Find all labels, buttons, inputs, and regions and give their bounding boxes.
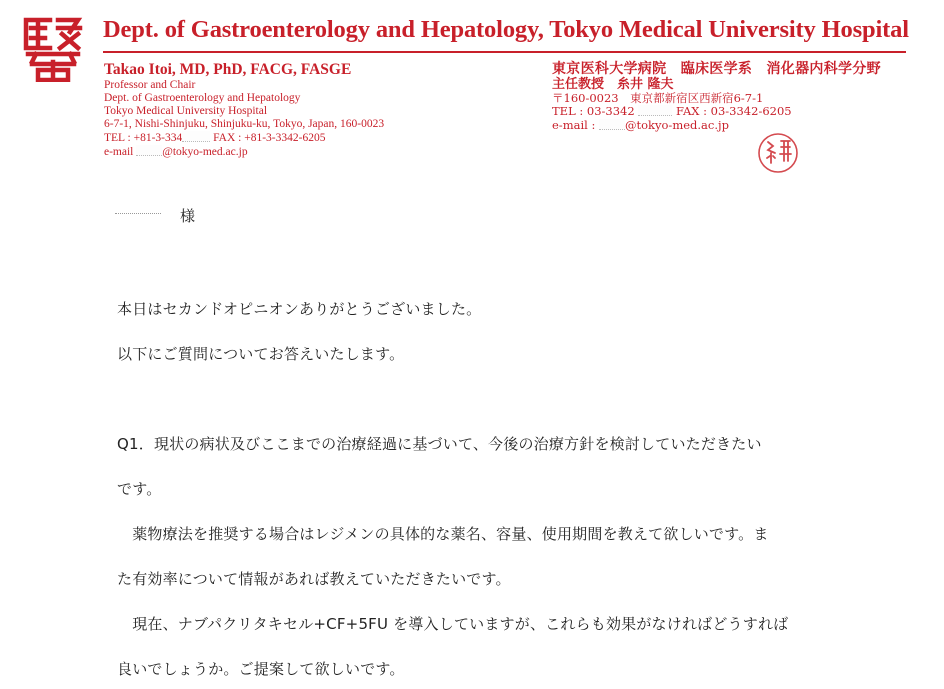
letter-line: 薬物療法を推奨する場合はレジメンの具体的な薬名、容量、使用期間を教えて欲しいです。ま bbox=[117, 525, 769, 543]
letter-line: 以下にご質問についてお答えいたします。 bbox=[117, 345, 405, 363]
doctor-name-jp: 主任教授 糸井 隆夫 bbox=[552, 77, 674, 92]
email-domain-jp: @tokyo-med.ac.jp bbox=[625, 117, 729, 132]
email-label-jp: e-mail : bbox=[552, 117, 596, 132]
question-heading: Q1．現状の病状及びここまでの治療経過に基づいて、今後の治療方針を検討していただきたい bbox=[117, 435, 762, 453]
professor-seal bbox=[756, 131, 800, 175]
email-jp bbox=[552, 119, 881, 132]
doctor-name-en: Takao Itoi, MD, PhD, FACG, FASGE bbox=[104, 61, 352, 78]
department-en: Dept. of Gastroenterology and Hepatology bbox=[104, 91, 301, 104]
phone-fax-jp bbox=[552, 105, 881, 118]
hospital-jp: 東京医科大学病院 臨床医学系 消化器内科学分野 bbox=[552, 61, 881, 77]
department-title: Dept. of Gastroenterology and Hepatology, Tokyo Medical University Hospital bbox=[103, 16, 909, 43]
fax-en: FAX : +81-3-3342-6205 bbox=[213, 131, 326, 144]
letter-line: 良いでしょうか。ご提案して欲しいです。 bbox=[117, 660, 405, 678]
address-jp: 〒160-0023 東京都新宿区西新宿6-7-1 bbox=[552, 91, 764, 105]
japanese-contact-block bbox=[552, 61, 881, 132]
tel-jp: TEL : 03-3342 bbox=[552, 104, 635, 119]
email-label-en: e-mail bbox=[104, 145, 134, 158]
honorific: 様 bbox=[180, 207, 196, 225]
hospital-logo bbox=[22, 14, 84, 82]
hospital-en: Tokyo Medical University Hospital bbox=[104, 104, 268, 117]
tel-en: TEL : +81-3-334 bbox=[104, 131, 183, 144]
letter-line: です。 bbox=[117, 480, 162, 498]
redacted-number bbox=[182, 131, 210, 142]
letter-line: た有効率について情報があれば教えていただきたいです。 bbox=[117, 570, 511, 588]
letter-line: 現在、ナブパクリタキセル+CF+5FU を導入していますが、これらも効果がなければどうすれば bbox=[117, 615, 789, 633]
redacted-recipient-name bbox=[115, 213, 161, 218]
address-en: 6-7-1, Nishi-Shinjuku, Shinjuku-ku, Tokyo, Japan, 160-0023 bbox=[104, 117, 385, 130]
phone-fax-en bbox=[104, 131, 384, 145]
email-en bbox=[104, 145, 384, 159]
header-divider bbox=[103, 51, 906, 53]
english-contact-block bbox=[104, 61, 384, 158]
redacted-number bbox=[638, 105, 672, 116]
letter-line: 本日はセカンドオピニオンありがとうございました。 bbox=[117, 300, 482, 318]
redacted-email-user bbox=[136, 145, 162, 156]
role-en: Professor and Chair bbox=[104, 79, 196, 91]
redacted-email-user bbox=[599, 119, 625, 130]
fax-jp: FAX : 03-3342-6205 bbox=[676, 104, 792, 119]
email-domain-en: @tokyo-med.ac.jp bbox=[162, 145, 248, 158]
